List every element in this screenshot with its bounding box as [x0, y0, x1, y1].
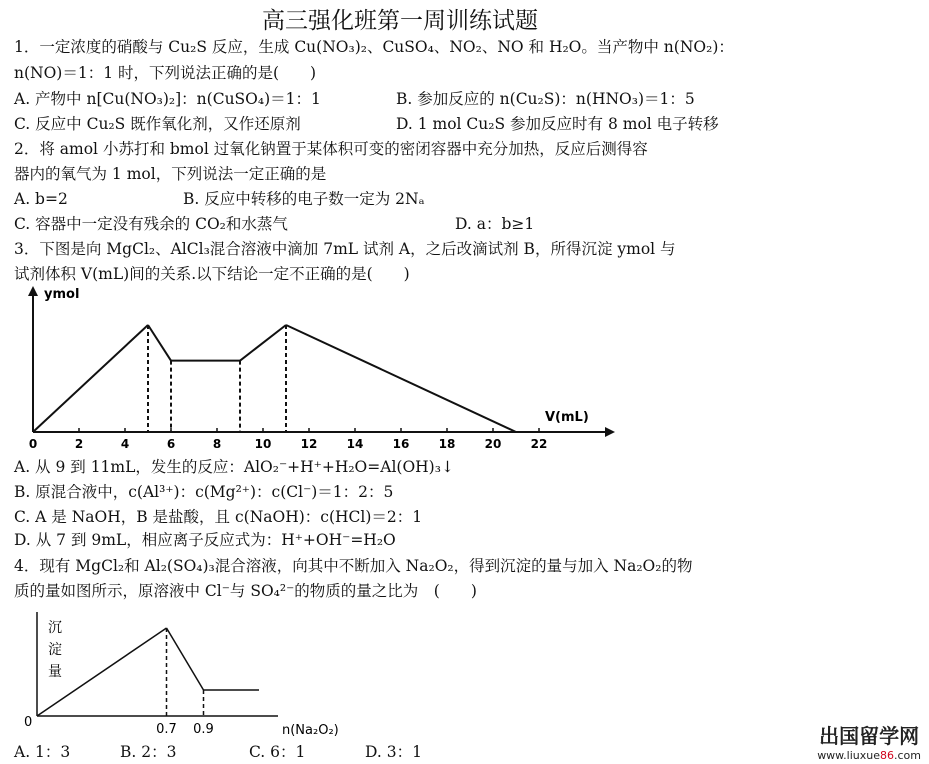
- chart1-x-tick-label: 22: [530, 437, 548, 451]
- chart-precipitate-vs-volume: [0, 282, 630, 452]
- chart1-x-tick-label: 10: [254, 437, 272, 451]
- chart1-x-tick-label: 20: [484, 437, 502, 451]
- site-watermark: [817, 720, 921, 762]
- q1-option-b: B. 参加反应的 n(Cu₂S)：n(HNO₃)＝1：5: [396, 90, 695, 108]
- watermark-name: 出国留学网: [819, 724, 920, 748]
- q4-stem-line1: 4．现有 MgCl₂和 Al₂(SO₄)₃混合溶液，向其中不断加入 Na₂O₂，得到沉淀的量与加入 Na₂O₂的物: [14, 557, 693, 575]
- q2-stem-line2: 器内的氧气为 1 mol，下列说法一定正确的是: [14, 165, 327, 183]
- q3-stem-line1: 3．下图是向 MgCl₂、AlCl₃混合溶液中滴加 7mL 试剂 A，之后改滴试剂 B，所得沉淀 ymol 与: [14, 240, 676, 258]
- chart2-x-tick-label: 0.9: [193, 722, 214, 737]
- q4-option-c: C. 6：1: [249, 743, 306, 761]
- chart1-x-tick-label: 4: [120, 437, 130, 451]
- q2-option-a: A. b=2: [14, 190, 68, 208]
- q3-option-b: B. 原混合液中，c(Al³⁺)：c(Mg²⁺)：c(Cl⁻)＝1：2：5: [14, 483, 394, 501]
- chart1-x-tick-label: 2: [74, 437, 84, 451]
- chart1-x-tick-label: 0: [28, 437, 38, 451]
- chart1-x-arrow: [605, 427, 615, 437]
- q4-stem-line2: 质的量如图所示，原溶液中 Cl⁻与 SO₄²⁻的物质的量之比为 ( ): [14, 582, 477, 600]
- chart2-origin-label: 0: [24, 715, 33, 730]
- q3-option-a: A. 从 9 到 11mL，发生的反应：AlO₂⁻+H⁺+H₂O=Al(OH)₃↓: [14, 458, 454, 476]
- q1-option-c: C. 反应中 Cu₂S 既作氧化剂，又作还原剂: [14, 115, 301, 133]
- chart1-line-segment: [240, 325, 286, 361]
- q4-option-b: B. 2：3: [120, 743, 177, 761]
- chart2-ylabel-char: 沉: [48, 620, 62, 636]
- chart-precipitate-vs-na2o2: [0, 606, 370, 744]
- watermark-url: www.liuxue86.com: [817, 749, 921, 762]
- q1-stem-line2: n(NO)＝1：1 时，下列说法正确的是( ): [14, 64, 317, 82]
- q2-stem-line1: 2．将 amol 小苏打和 bmol 过氧化钠置于某体积可变的密闭容器中充分加热，反应后测得容: [14, 140, 648, 158]
- chart1-x-tick-label: 16: [392, 437, 410, 451]
- chart1-ylabel: ymol: [44, 287, 80, 302]
- q2-option-c: C. 容器中一定没有残余的 CO₂和水蒸气: [14, 215, 288, 233]
- chart1-line-segment: [33, 325, 148, 432]
- chart1-y-arrow: [28, 286, 38, 296]
- chart1-x-tick-label: 14: [346, 437, 364, 451]
- q3-option-d: D. 从 7 到 9mL，相应离子反应式为：H⁺+OH⁻=H₂O: [14, 531, 396, 549]
- q2-option-b: B. 反应中转移的电子数一定为 2Nₐ: [183, 190, 425, 208]
- q1-stem-line1: 1．一定浓度的硝酸与 Cu₂S 反应，生成 Cu(NO₃)₂、CuSO₄、NO₂、NO 和 H₂O。当产物中 n(NO₂)：: [14, 38, 734, 56]
- chart1-line-segment: [148, 325, 171, 361]
- chart1-x-tick-label: 8: [212, 437, 222, 451]
- q1-option-d: D. 1 mol Cu₂S 参加反应时有 8 mol 电子转移: [396, 115, 719, 133]
- chart2-falling-line: [167, 628, 204, 690]
- chart2-xlabel: n(Na₂O₂): [282, 723, 339, 738]
- chart1-x-tick-label: 6: [166, 437, 176, 451]
- chart1-x-tick-label: 12: [300, 437, 318, 451]
- q1-option-a: A. 产物中 n[Cu(NO₃)₂]：n(CuSO₄)＝1：1: [14, 90, 321, 108]
- chart1-line-segment: [286, 325, 516, 432]
- q2-option-d: D. a：b≥1: [455, 215, 535, 233]
- chart2-ylabel-char: 量: [48, 664, 62, 680]
- chart1-x-tick-label: 18: [438, 437, 456, 451]
- chart1-xlabel: V(mL): [545, 410, 589, 425]
- q3-stem-line2: 试剂体积 V(mL)间的关系.以下结论一定不正确的是( ): [14, 265, 410, 283]
- q4-option-d: D. 3：1: [365, 743, 422, 761]
- chart2-x-tick-label: 0.7: [156, 722, 177, 737]
- q4-option-a: A. 1：3: [14, 743, 71, 761]
- chart2-ylabel-char: 淀: [48, 642, 62, 658]
- page-title: 高三强化班第一周训练试题: [262, 8, 538, 34]
- q3-option-c: C. A 是 NaOH，B 是盐酸，且 c(NaOH)：c(HCl)＝2：1: [14, 508, 423, 526]
